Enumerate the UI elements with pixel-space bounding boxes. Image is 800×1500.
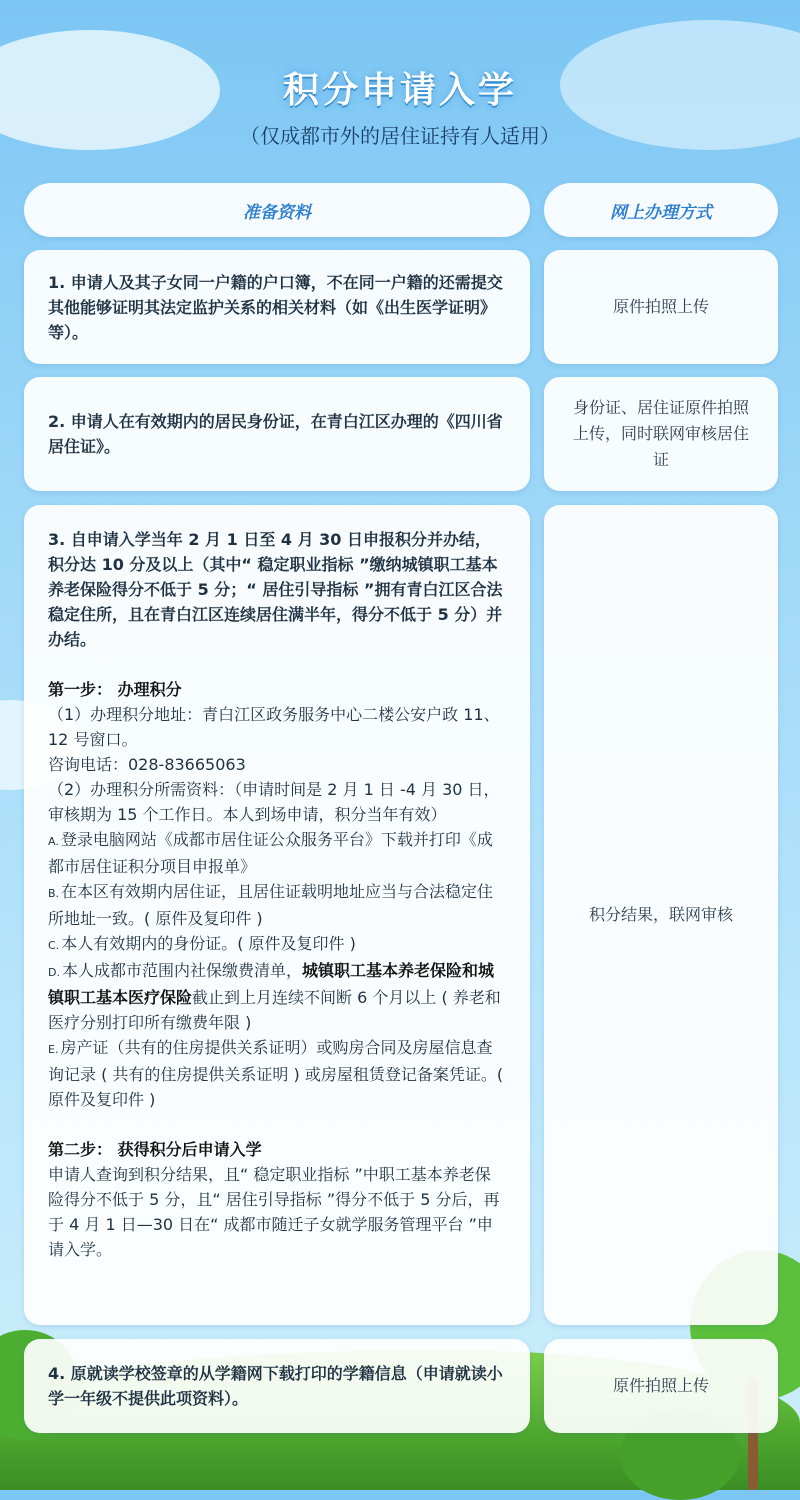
item-d-emphasis: 城镇职工基本养老保险和城镇职工基本医疗保险 <box>48 961 494 1007</box>
item-e-marker: E. <box>48 1043 59 1056</box>
item-b-text: 在本区有效期内居住证，且居住证载明地址应当与合法稳定住所地址一致。( 原件及复印件 ) <box>48 882 494 928</box>
item-b-marker: B. <box>48 887 60 900</box>
item-a <box>48 827 506 879</box>
step-1-address: （1）办理积分地址：青白江区政务服务中心二楼公安户政 11、12 号窗口。 <box>48 705 500 749</box>
step-1-title: 第一步： 办理积分 <box>48 680 182 699</box>
item-e <box>48 1035 506 1112</box>
item-d-marker: D. <box>48 966 60 979</box>
page-subtitle: （仅成都市外的居住证持有人适用） <box>240 124 560 148</box>
page-title: 积分申请入学 <box>282 70 517 111</box>
step-2-text: 申请人查询到积分结果，且“ 稳定职业指标 ”中职工基本养老保险得分不低于 5 分，且“ 居住引导指标 ”得分不低于 5 分后，再于 4 月 1 日—30 日在“ 成都市随迁子女就学服务管理平台 ”申请入学。 <box>48 1165 500 1259</box>
item-c-text: 本人有效期内的身份证。( 原件及复印件 ) <box>61 934 356 953</box>
item-c-marker: C. <box>48 939 60 952</box>
header-online-method: 网上办理方式 <box>544 183 778 237</box>
row-3-method: 积分结果，联网审核 <box>544 505 778 1325</box>
item-d <box>48 958 506 1035</box>
item-d-text: 本人成都市范围内社保缴费清单， <box>61 961 302 980</box>
row-4-text: 4. 原就读学校签章的从学籍网下载打印的学籍信息（申请就读小学一年级不提供此项资料）。 <box>48 1364 503 1408</box>
row-2-method: 身份证、居住证原件拍照上传，同时联网审核居住证 <box>544 377 778 491</box>
step-1-phone: 咨询电话：028-83665063 <box>48 755 246 774</box>
row-2-material <box>24 377 530 491</box>
item-d-text-end: 截止到上月连续不间断 6 个月以上 ( 养老和医疗分别打印所有缴费年限 ) <box>48 988 501 1032</box>
step-2-title: 第二步： 获得积分后申请入学 <box>48 1140 262 1159</box>
item-e-text: 房产证（共有的住房提供关系证明）或购房合同及房屋信息查询记录 ( 共有的住房提供关系证明 ) 或房屋租赁登记备案凭证。( 原件及复印件 ) <box>48 1038 504 1109</box>
row-4-method: 原件拍照上传 <box>544 1339 778 1433</box>
row-4-material <box>24 1339 530 1433</box>
item-a-text: 登录电脑网站《成都市居住证公众服务平台》下载并打印《成都市居住证积分项目申报单》 <box>48 830 493 876</box>
row-3-intro: 3. 自申请入学当年 2 月 1 日至 4 月 30 日申报积分并办结，积分达 10 分及以上（其中“ 稳定职业指标 ”缴纳城镇职工基本养老保险得分不低于 5 分；“ 居住引导指标 ”拥有青白江区合法稳定住所，且在青白江区连续居住满半年，得分不低于 5 分）并办结。 <box>48 530 503 649</box>
row-1-text: 1. 申请人及其子女同一户籍的户口簿，不在同一户籍的还需提交其他能够证明其法定监护关系的相关材料（如《出生医学证明》等）。 <box>48 272 503 342</box>
item-b <box>48 879 506 931</box>
row-1-method: 原件拍照上传 <box>544 250 778 364</box>
row-3-material <box>24 505 530 1325</box>
step-1-materials: （2）办理积分所需资料：（申请时间是 2 月 1 日 -4 月 30 日，审核期为 15 个工作日。本人到场申请，积分当年有效） <box>48 780 500 824</box>
row-2-text: 2. 申请人在有效期内的居民身份证，在青白江区办理的《四川省居住证》。 <box>48 412 503 456</box>
item-c <box>48 931 506 958</box>
item-a-marker: A. <box>48 835 59 848</box>
row-1-material <box>24 250 530 364</box>
header-prep-materials: 准备资料 <box>24 183 530 237</box>
